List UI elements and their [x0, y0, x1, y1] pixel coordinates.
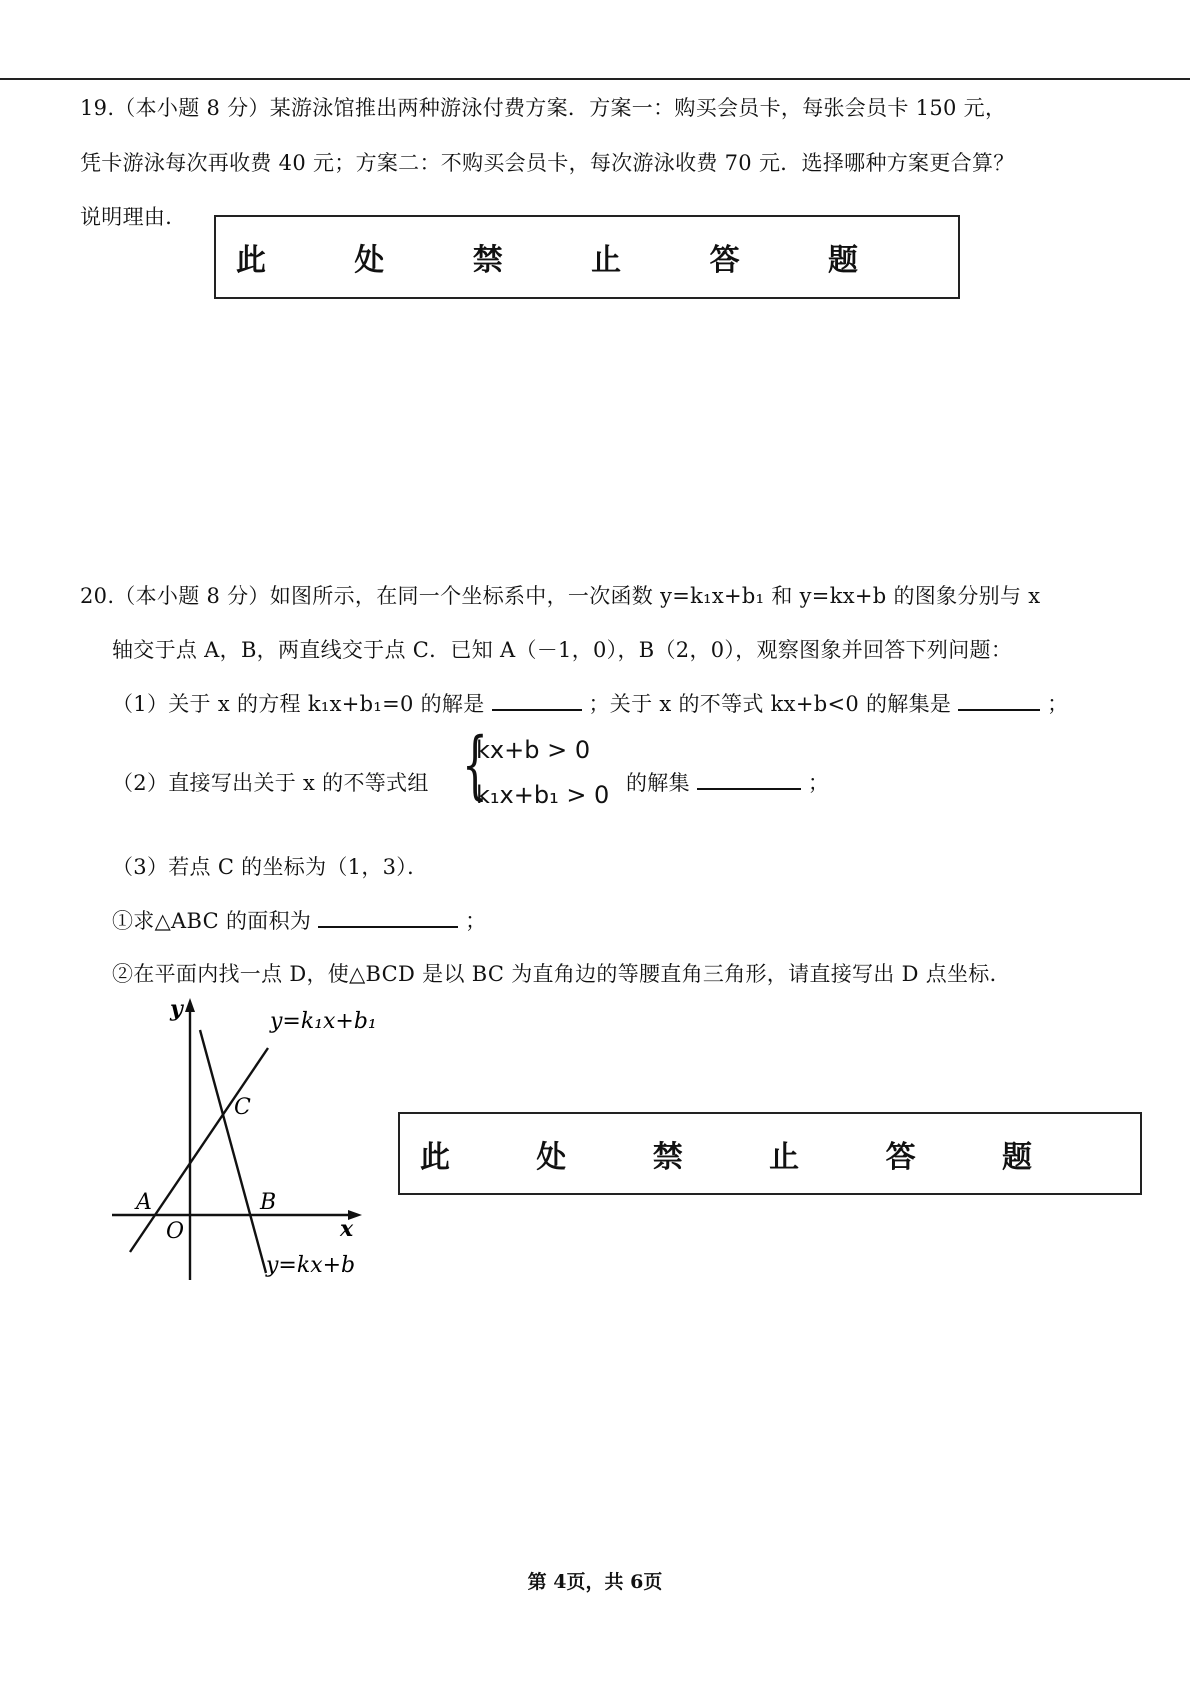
- q20-part-2-tail: [626, 767, 829, 797]
- part1-text-c: ；: [1047, 692, 1069, 716]
- system-row-2: k₁x+b₁ > 0: [476, 781, 610, 809]
- part1-text-b: ；关于 x 的不等式 kx+b<0 的解集是: [588, 692, 952, 716]
- line-k1x-b1: [130, 1048, 268, 1252]
- line-kx-b-label: y=kx+b: [266, 1253, 356, 1278]
- q19-line-3: 说明理由．: [80, 205, 187, 229]
- q20-part-3: （3）若点 C 的坐标为（1，3）．: [112, 855, 429, 879]
- q19-line-1: 19.（本小题 8 分）某游泳馆推出两种游泳付费方案．方案一：购买会员卡，每张会员卡 150 元，: [80, 96, 1007, 120]
- no-answer-char: 止: [769, 1139, 800, 1175]
- inequality-system: [462, 722, 622, 826]
- answer-blank-4[interactable]: [318, 906, 458, 928]
- part1-text-a: （1）关于 x 的方程 k₁x+b₁=0 的解是: [112, 692, 485, 716]
- point-c-label: C: [234, 1095, 251, 1120]
- no-answer-char: 答: [885, 1139, 916, 1175]
- q20-sub-1: [112, 905, 486, 935]
- no-answer-char: 禁: [652, 1139, 683, 1175]
- no-answer-char: 处: [536, 1139, 567, 1175]
- q19-line-2: 凭卡游泳每次再收费 40 元；方案二：不购买会员卡，每次游泳收费 70 元．选择哪种方案更合算？: [80, 151, 1015, 175]
- no-answer-char: 答: [709, 243, 740, 278]
- no-answer-char: 题: [827, 243, 858, 278]
- no-answer-char: 止: [591, 243, 622, 278]
- no-answer-char: 禁: [472, 243, 503, 278]
- point-a-label: A: [136, 1190, 152, 1215]
- no-answer-char: 题: [1001, 1139, 1032, 1175]
- top-rule: [0, 78, 1190, 80]
- answer-blank-2[interactable]: [958, 689, 1040, 711]
- left-brace: {: [462, 722, 488, 808]
- line-k1x-b1-label: y=k₁x+b₁: [270, 1009, 377, 1034]
- no-answer-char: 此: [236, 243, 266, 278]
- y-axis-arrow: [185, 998, 195, 1012]
- q20-part-1: [112, 688, 1068, 718]
- q20-sub-2: ②在平面内找一点 D，使△BCD 是以 BC 为直角边的等腰直角三角形，请直接写出 D 点坐标．: [112, 962, 1011, 986]
- q20-no-answer-box: [398, 1112, 1142, 1195]
- x-axis-label: x: [340, 1216, 354, 1242]
- y-axis-label: y: [170, 996, 183, 1022]
- answer-blank-3[interactable]: [697, 768, 801, 790]
- sub1-text-a: ①求△ABC 的面积为: [112, 909, 312, 933]
- answer-blank-1[interactable]: [492, 689, 582, 711]
- no-answer-char: 此: [420, 1139, 450, 1175]
- page-footer: 第 4页，共 6页: [527, 1571, 663, 1593]
- coordinate-figure: [100, 990, 400, 1290]
- system-row-1: kx+b > 0: [476, 736, 591, 764]
- no-answer-char: 处: [354, 243, 385, 278]
- point-b-label: B: [260, 1190, 277, 1215]
- q20-line-2: 轴交于点 A，B，两直线交于点 C．已知 A（－1，0），B（2，0），观察图象并回答下列问题：: [112, 638, 1013, 662]
- q20-line-1: 20.（本小题 8 分）如图所示，在同一个坐标系中，一次函数 y=k₁x+b₁ 和 y=kx+b 的图象分别与 x: [80, 584, 1041, 608]
- origin-label: O: [166, 1219, 185, 1244]
- sub1-text-b: ；: [465, 909, 487, 933]
- part2-text-b: 的解集: [626, 771, 690, 795]
- q20-part-2-lead: （2）直接写出关于 x 的不等式组: [112, 771, 429, 795]
- part2-text-c: ；: [807, 771, 830, 795]
- q19-no-answer-box: [214, 215, 960, 299]
